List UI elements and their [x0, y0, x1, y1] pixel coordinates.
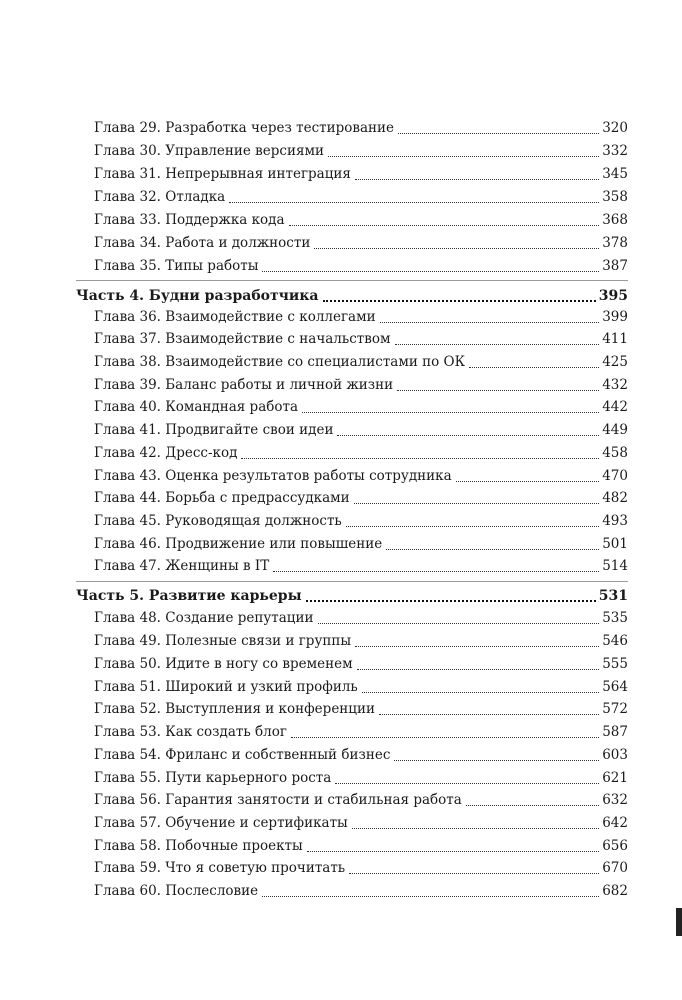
toc-entry-title: Глава 40. Командная работа: [94, 397, 302, 417]
toc-entry-title: Глава 44. Борьба с предрассудками: [94, 488, 354, 508]
toc-entry-title: Глава 55. Пути карьерного роста: [94, 768, 335, 788]
dot-leader: [456, 481, 600, 482]
dot-leader: [357, 669, 600, 670]
dot-leader: [469, 367, 599, 368]
toc-entry-chapter-39: [94, 375, 628, 395]
toc-entry-chapter-33: [94, 210, 628, 230]
toc-entry-chapter-47: [94, 556, 628, 576]
dot-leader: [302, 412, 599, 413]
dot-leader: [314, 248, 599, 249]
dot-leader: [379, 714, 599, 715]
toc-entry-page: 572: [602, 701, 628, 717]
toc-entry-chapter-55: [94, 768, 628, 788]
section-divider: [76, 581, 628, 582]
toc-entry-page: 368: [602, 212, 628, 228]
toc-entry-page: 387: [602, 258, 628, 274]
toc-entry-title: Глава 53. Как создать блог: [94, 722, 291, 742]
toc-part-page: 395: [598, 288, 628, 304]
toc-part-page: 531: [598, 588, 628, 604]
toc-entry-page: 320: [602, 120, 628, 136]
dot-leader: [262, 896, 599, 897]
toc-entry-title: Глава 29. Разработка через тестирование: [94, 118, 398, 138]
toc-entry-title: Глава 36. Взаимодействие с коллегами: [94, 307, 380, 327]
dot-leader: [394, 760, 599, 761]
toc-entry-chapter-31: [94, 164, 628, 184]
toc-entry-page: 378: [602, 235, 628, 251]
toc-entry-part-4: [76, 286, 628, 306]
dot-leader: [335, 783, 599, 784]
dot-leader: [398, 133, 599, 134]
toc-entry-title: Глава 41. Продвигайте свои идеи: [94, 420, 337, 440]
toc-entry-chapter-57: [94, 813, 628, 833]
dot-leader: [323, 300, 596, 302]
dot-leader: [362, 692, 599, 693]
toc-entry-chapter-58: [94, 836, 628, 856]
dot-leader: [289, 225, 600, 226]
toc-entry-page: 458: [602, 445, 628, 461]
dot-leader: [354, 503, 600, 504]
dot-leader: [395, 344, 600, 345]
dot-leader: [337, 435, 599, 436]
toc-entry-chapter-41: [94, 420, 628, 440]
toc-entry-page: 332: [602, 143, 628, 159]
toc-entry-chapter-36: [94, 307, 628, 327]
toc-entry-title: Глава 45. Руководящая должность: [94, 511, 346, 531]
toc-entry-chapter-40: [94, 397, 628, 417]
dot-leader: [307, 851, 599, 852]
dot-leader: [306, 600, 596, 602]
toc-entry-page: 482: [602, 490, 628, 506]
dot-leader: [352, 828, 599, 829]
toc-entry-chapter-54: [94, 745, 628, 765]
toc-entry-page: 564: [602, 679, 628, 695]
toc-entry-title: Глава 57. Обучение и сертификаты: [94, 813, 352, 833]
toc-entry-page: 345: [602, 166, 628, 182]
toc-entry-title: Глава 48. Создание репутации: [94, 608, 318, 628]
toc-entry-title: Глава 46. Продвижение или повышение: [94, 534, 386, 554]
dot-leader: [328, 156, 599, 157]
toc-entry-chapter-52: [94, 699, 628, 719]
toc-entry-title: Глава 52. Выступления и конференции: [94, 699, 379, 719]
toc-entry-title: Глава 56. Гарантия занятости и стабильная работа: [94, 790, 466, 810]
toc-entry-page: 442: [602, 399, 628, 415]
toc-entry-page: 587: [602, 724, 628, 740]
toc-entry-chapter-34: [94, 233, 628, 253]
toc-entry-page: 656: [602, 838, 628, 854]
dot-leader: [380, 322, 600, 323]
page-edge-mark: [676, 908, 682, 936]
toc-entry-page: 632: [602, 792, 628, 808]
toc-entry-page: 603: [602, 747, 628, 763]
toc-entry-page: 546: [602, 633, 628, 649]
toc-entry-title: Глава 33. Поддержка кода: [94, 210, 289, 230]
dot-leader: [346, 526, 599, 527]
toc-entry-title: Глава 37. Взаимодействие с начальством: [94, 329, 395, 349]
toc-entry-title: Глава 51. Широкий и узкий профиль: [94, 677, 362, 697]
toc-entry-chapter-53: [94, 722, 628, 742]
toc-entry-page: 670: [602, 860, 628, 876]
toc-entry-page: 514: [602, 558, 628, 574]
toc-part-title: Часть 5. Развитие карьеры: [76, 586, 306, 606]
toc-entry-title: Глава 49. Полезные связи и группы: [94, 631, 355, 651]
toc-entry-page: 449: [602, 422, 628, 438]
toc-entry-title: Глава 34. Работа и должности: [94, 233, 314, 253]
toc-entry-part-5: [76, 586, 628, 606]
toc-entry-title: Глава 59. Что я советую прочитать: [94, 858, 349, 878]
toc-entry-chapter-38: [94, 352, 628, 372]
toc-entry-page: 358: [602, 189, 628, 205]
toc-entry-page: 642: [602, 815, 628, 831]
toc-entry-title: Глава 47. Женщины в IT: [94, 556, 273, 576]
toc-entry-chapter-46: [94, 534, 628, 554]
dot-leader: [273, 571, 599, 572]
toc-entry-title: Глава 35. Типы работы: [94, 256, 262, 276]
toc-entry-chapter-45: [94, 511, 628, 531]
dot-leader: [355, 646, 599, 647]
toc-entry-title: Глава 32. Отладка: [94, 187, 229, 207]
toc-entry-page: 501: [602, 536, 628, 552]
toc-entry-title: Глава 30. Управление версиями: [94, 141, 328, 161]
toc-entry-chapter-50: [94, 654, 628, 674]
toc-entry-page: 425: [602, 354, 628, 370]
toc-entry-title: Глава 60. Послесловие: [94, 881, 262, 901]
toc-entry-chapter-32: [94, 187, 628, 207]
dot-leader: [349, 873, 599, 874]
toc-entry-title: Глава 58. Побочные проекты: [94, 836, 307, 856]
toc-entry-title: Глава 38. Взаимодействие со специалистами по ОК: [94, 352, 469, 372]
section-divider: [76, 280, 628, 281]
toc-entry-page: 432: [602, 377, 628, 393]
toc-entry-title: Глава 54. Фриланс и собственный бизнес: [94, 745, 394, 765]
toc-entry-title: Глава 42. Дресс-код: [94, 443, 241, 463]
toc-entry-page: 493: [602, 513, 628, 529]
dot-leader: [466, 805, 599, 806]
toc-entry-page: 682: [602, 883, 628, 899]
toc-entry-chapter-51: [94, 677, 628, 697]
toc-entry-chapter-35: [94, 256, 628, 276]
toc-entry-chapter-49: [94, 631, 628, 651]
toc-entry-chapter-29: [94, 118, 628, 138]
toc-entry-page: 399: [602, 309, 628, 325]
toc-entry-chapter-56: [94, 790, 628, 810]
toc-entry-chapter-37: [94, 329, 628, 349]
toc-entry-page: 535: [602, 610, 628, 626]
toc-entry-page: 470: [602, 468, 628, 484]
dot-leader: [318, 623, 600, 624]
toc-entry-title: Глава 39. Баланс работы и личной жизни: [94, 375, 397, 395]
toc-entry-title: Глава 43. Оценка результатов работы сотрудника: [94, 466, 456, 486]
toc-entry-chapter-44: [94, 488, 628, 508]
toc-entry-title: Глава 31. Непрерывная интеграция: [94, 164, 355, 184]
toc-part-title: Часть 4. Будни разработчика: [76, 286, 323, 306]
toc-entry-title: Глава 50. Идите в ногу со временем: [94, 654, 357, 674]
toc-entry-page: 411: [602, 331, 628, 347]
toc-entry-page: 621: [602, 770, 628, 786]
dot-leader: [262, 271, 599, 272]
toc-entry-chapter-48: [94, 608, 628, 628]
dot-leader: [397, 390, 599, 391]
dot-leader: [241, 458, 599, 459]
dot-leader: [355, 179, 599, 180]
toc-entry-chapter-43: [94, 466, 628, 486]
dot-leader: [386, 549, 599, 550]
toc-entry-chapter-60: [94, 881, 628, 901]
toc-entry-chapter-42: [94, 443, 628, 463]
dot-leader: [291, 737, 599, 738]
toc-entry-page: 555: [602, 656, 628, 672]
dot-leader: [229, 202, 599, 203]
toc-entry-chapter-30: [94, 141, 628, 161]
toc-entry-chapter-59: [94, 858, 628, 878]
